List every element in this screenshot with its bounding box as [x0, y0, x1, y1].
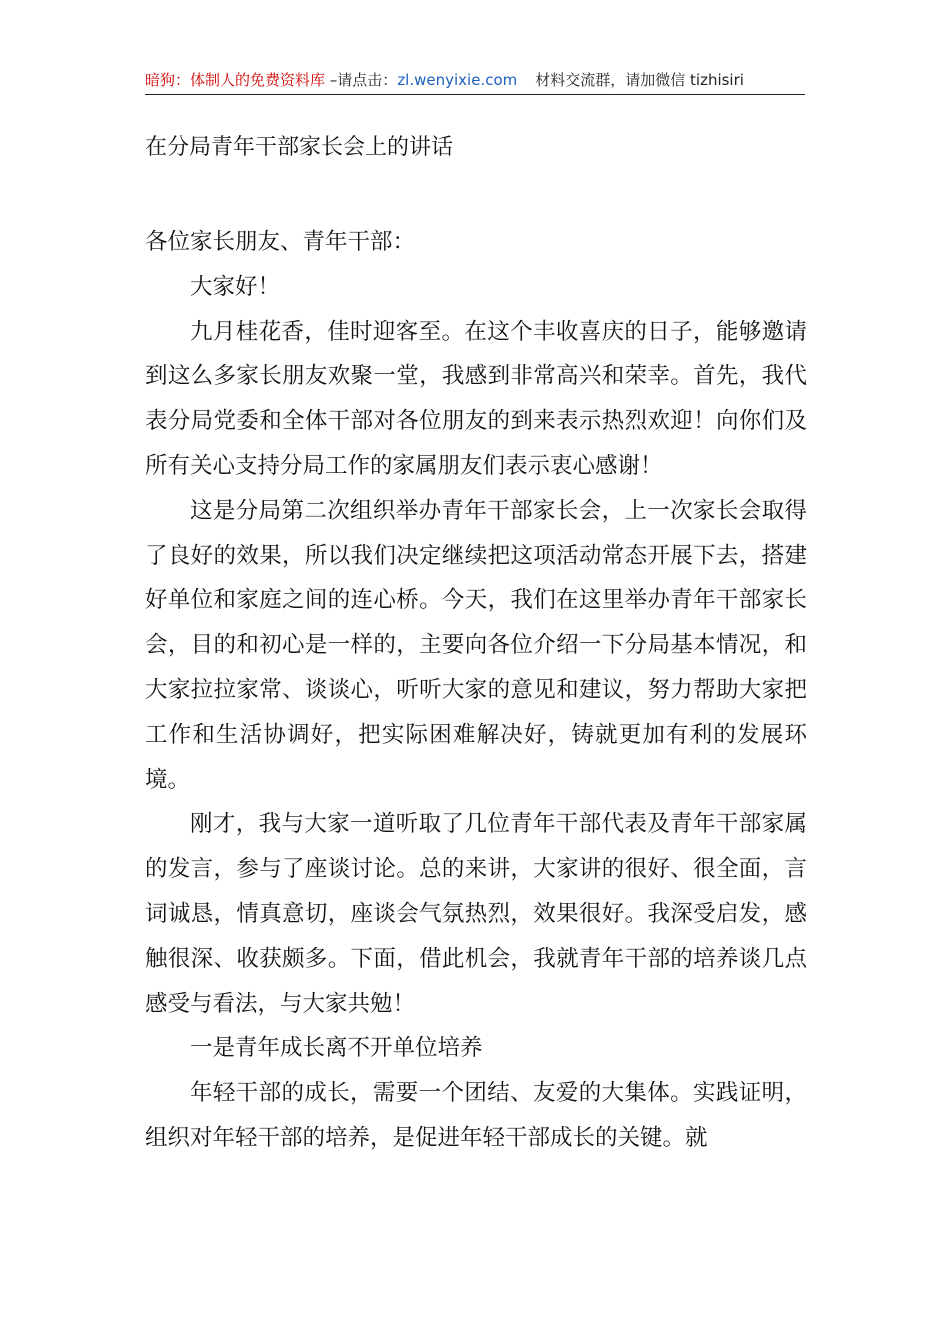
header-group-info: 材料交流群，请加微信 tizhisiri: [535, 71, 744, 89]
document-title: 在分局青年干部家长会上的讲话: [145, 135, 454, 160]
header-brand: 暗狗：体制人的免费资料库: [145, 71, 326, 89]
salutation: 各位家长朋友、青年干部：: [145, 229, 416, 255]
header-prompt: 请点击：: [337, 71, 398, 89]
paragraph-greeting: 大家好！: [190, 273, 281, 300]
header-url-link[interactable]: zl.wenyixie.com: [397, 71, 518, 89]
header-dash: –: [325, 71, 338, 89]
section-heading-1: 一是青年成长离不开单位培养: [190, 1035, 483, 1062]
paragraph-section-1: 年轻干部的成长，需要一个团结、友爱的大集体。实践证明，组织对年轻干部的培养，是促进年轻干部成长的关键。就: [145, 1080, 807, 1151]
paragraph-welcome: 九月桂花香，佳时迎客至。在这个丰收喜庆的日子，能够邀请到这么多家长朋友欢聚一堂，我感到非常高兴和荣幸。首先，我代表分局党委和全体干部对各位朋友的到来表示热烈欢迎！向你们及所有关心支持分局工作的家属朋友们表示衷心感谢！: [145, 318, 807, 479]
paragraph-summary: 刚才，我与大家一道听取了几位青年干部代表及青年干部家属的发言，参与了座谈讨论。总的来讲，大家讲的很好、很全面，言词诚恳，情真意切，座谈会气氛热烈，效果很好。我深受启发，感触很深、收获颇多。下面，借此机会，我就青年干部的培养谈几点感受与看法，与大家共勉！: [145, 811, 807, 1017]
paragraph-purpose: 这是分局第二次组织举办青年干部家长会，上一次家长会取得了良好的效果，所以我们决定继续把这项活动常态开展下去，搭建好单位和家庭之间的连心桥。今天，我们在这里举办青年干部家长会，目的和初心是一样的，主要向各位介绍一下分局基本情况，和大家拉拉家常、谈谈心，听听大家的意见和建议，努力帮助大家把工作和生活协调好，把实际困难解决好，铸就更加有利的发展环境。: [145, 497, 807, 793]
document-body: [145, 220, 807, 1161]
page-header: [145, 68, 805, 95]
